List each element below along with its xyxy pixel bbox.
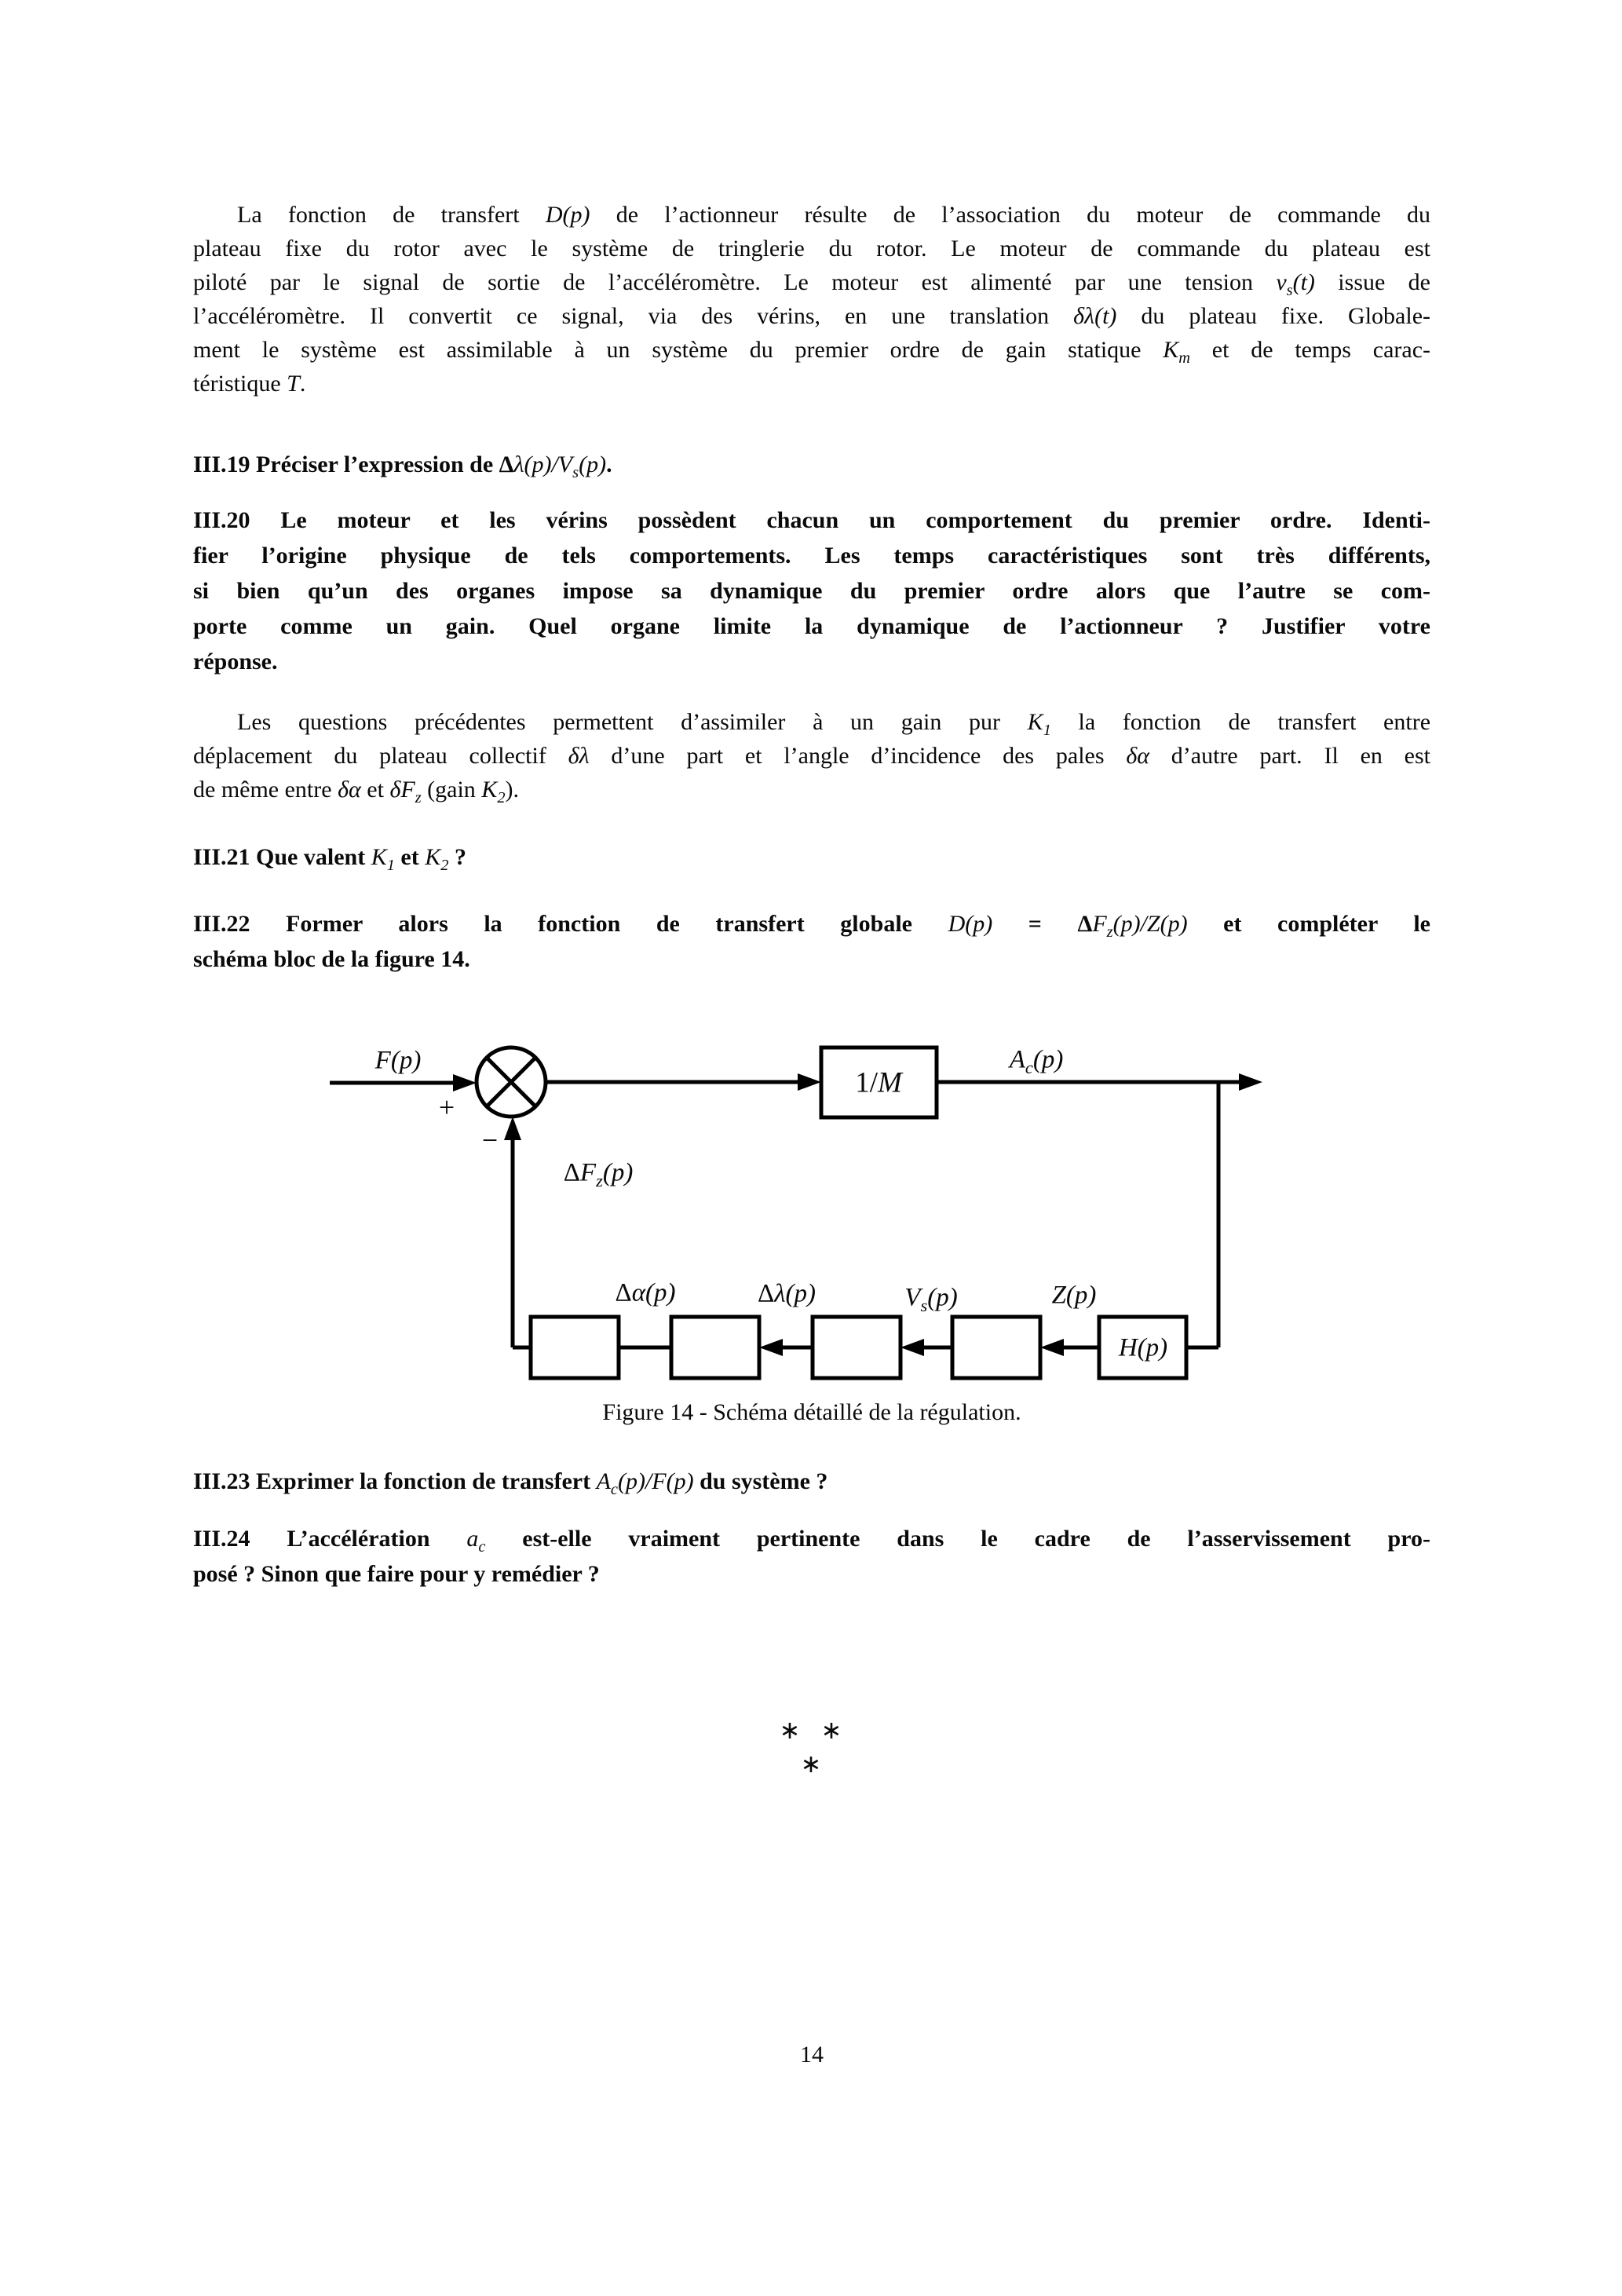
minus-sign: − [481, 1124, 499, 1156]
paragraph-line: déplacement du plateau collectif δλ d’une part et l’angle d’incidence des pales δα d’autre part. Il en est [193, 743, 1430, 769]
question-21-heading [193, 839, 1430, 875]
divider-star: ∗ [779, 1716, 801, 1744]
paragraph-line: piloté par le signal de sortie de l’accéléromètre. Le moteur est alimenté par une tension $v_s(t)$ issue de [193, 269, 1430, 299]
empty-block-4 [952, 1317, 1040, 1378]
paragraph-line: Les questions précédentes permettent d’assimiler à un gain pur $K_1$ la fonction de transfert entre [237, 709, 1431, 739]
paragraph-line: La fonction de transfert D(p) de l’actionneur résulte de l’association du moteur de commande du [237, 202, 1430, 228]
heading-line: III.23 Exprimer la fonction de transfert $A_c(p)/F(p)$ du système ? [193, 1468, 828, 1498]
paragraph-line: ment le système est assimilable à un système du premier ordre de gain statique $K_m$ et de temps carac- [193, 337, 1431, 367]
heading-line: porte comme un gain. Quel organe limite la dynamique de l’actionneur ? Justifier votre [193, 613, 1430, 639]
paragraph-line: de même entre δα et $\delta F_z$ (gain $K_2$). [193, 777, 520, 806]
signal-label-vs: $V_s(p)$ [904, 1283, 958, 1316]
question-24-block [193, 1521, 1430, 1592]
plus-sign: + [438, 1091, 455, 1123]
question-22-block [193, 906, 1430, 977]
heading-line: III.21 Que valent $K_1$ et $K_2$ ? [193, 844, 466, 874]
question-23-heading [193, 1464, 1430, 1499]
signal-label-input: F(p) [374, 1046, 422, 1075]
h-block-label: H(p) [1118, 1333, 1168, 1362]
signal-label-feedback: $\Delta F_z(p)$ [563, 1158, 634, 1191]
gain-block-label: 1/M [855, 1066, 902, 1099]
empty-block-2 [671, 1317, 759, 1378]
paragraph-line: l’accéléromètre. Il convertit ce signal, via des vérins, en une translation δλ(t) du plateau fixe. Globale- [193, 303, 1430, 329]
heading-line: III.24 L’accélération $a_c$ est-elle vraiment pertinente dans le cadre de l’asservissement pro- [193, 1526, 1430, 1556]
question-20-block [193, 503, 1430, 679]
heading-line: III.19 Préciser l’expression de $\Delta\lambda(p)/V_s(p)$. [193, 452, 612, 481]
signal-label-lambda: Δλ(p) [757, 1279, 816, 1308]
heading-line: si bien qu’un des organes impose sa dynamique du premier ordre alors que l’autre se com- [193, 578, 1430, 604]
empty-block-3 [813, 1317, 901, 1378]
paragraph-line: plateau fixe du rotor avec le système de tringlerie du rotor. Le moteur de commande du plateau est [193, 236, 1430, 261]
heading-line: posé ? Sinon que faire pour y remédier ? [193, 1561, 600, 1587]
page-number: 14 [800, 2042, 824, 2067]
divider-star: ∗ [800, 1749, 822, 1778]
block-diagram-drawing [298, 1021, 1303, 1437]
heading-line: réponse. [193, 649, 278, 675]
heading-line: III.20 Le moteur et les vérins possèdent chacun un comportement du premier ordre. Identi- [193, 507, 1430, 533]
signal-label-output: $A_c(p)$ [1009, 1045, 1064, 1078]
intro-paragraph [193, 198, 1430, 400]
heading-line: fier l’origine physique de tels comportements. Les temps caractéristiques sont très différents, [193, 543, 1430, 569]
figure-caption: Figure 14 - Schéma détaillé de la régulation. [602, 1399, 1021, 1425]
paragraph-line: téristique T. [193, 371, 306, 397]
figure-14-block-diagram [298, 1021, 1303, 1437]
divider-star: ∗ [820, 1716, 842, 1744]
heading-line: III.22 Former alors la fonction de transfert globale $D(p) = \Delta F_z(p)/Z(p)$ et compléter le [193, 911, 1431, 941]
signal-label-z: Z(p) [1051, 1281, 1097, 1310]
question-19-heading [193, 447, 1430, 482]
signal-label-alpha: Δα(p) [615, 1278, 676, 1307]
middle-paragraph [193, 705, 1430, 806]
empty-block-1 [531, 1317, 619, 1378]
heading-line: schéma bloc de la figure 14. [193, 946, 470, 972]
